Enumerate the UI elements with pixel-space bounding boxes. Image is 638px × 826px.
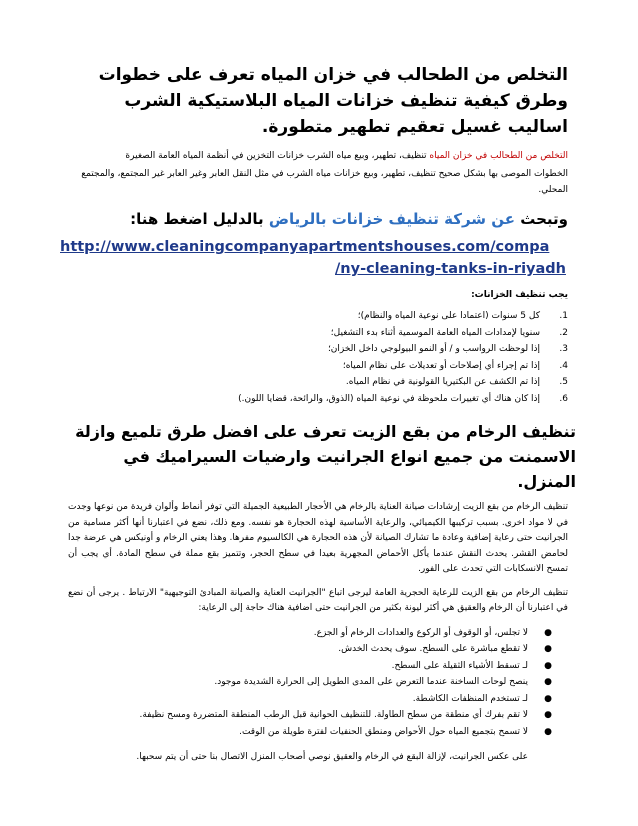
- care-paragraph: تنظيف الرخام من بقع الزيت للرعاية الحجرية العامة ليرجى اتباع "الجرانيت العناية والصيانة المبادئ التوجيهية" الارتباط . يرجى أن نضع في اعتبارنا أن الرخام والعقيق هي أكثر ليونة بكثير من الجرانيت حتى اضافية هناك حاجة إلى الرعاية:: [68, 587, 568, 613]
- bullet-icon: ●: [544, 660, 552, 671]
- bullet-icon: ●: [544, 677, 552, 687]
- list-item: [68, 707, 568, 724]
- list-item: [68, 341, 568, 358]
- rule-text: لـ تستخدم المنظفات الكاشطة.: [412, 693, 528, 704]
- list-item: [68, 674, 568, 691]
- list-item: [68, 391, 568, 408]
- search-heading: [68, 208, 568, 230]
- search-prefix: وتبحث: [515, 210, 568, 228]
- tanks-subheading: يجب تنظيف الخزانات:: [471, 290, 568, 300]
- item-number: 1.: [559, 311, 568, 321]
- item-number: 5.: [559, 377, 568, 387]
- item-number: 3.: [559, 344, 568, 354]
- search-blue-about[interactable]: عن: [491, 210, 515, 228]
- bullet-icon: ●: [544, 726, 552, 737]
- url-line-1[interactable]: http://www.cleaningcompanyapartmentshouses.com/compa: [60, 239, 550, 255]
- rule-text: لا تقم بفرك أي منطقة من سطح الطاولة. للتنظيف الحوانية قبل الرطب المنطقة المتضررة ومسح نظيفة.: [139, 710, 528, 720]
- list-item: [68, 724, 568, 741]
- rule-text: لـ تسقط الأشياء الثقيلة على السطح.: [391, 660, 528, 671]
- rule-text: لا تسمح بتجميع المياه حول الأحواض ومنطق الحنفيات لفترة طويلة من الوقت.: [239, 726, 528, 737]
- tank-cleaning-list: [68, 308, 568, 407]
- item-text: إذا تم الكشف عن البكتيريا القولونية في نظام المياه.: [345, 377, 540, 387]
- list-item: [68, 691, 568, 708]
- list-item: [68, 325, 568, 342]
- list-item: [68, 374, 568, 391]
- rule-text: لا تقطع مباشرة على السطح. سوف يحدث الخدش.: [338, 644, 528, 654]
- bullet-icon: ●: [544, 627, 552, 638]
- intro-highlight-link[interactable]: التخلص من الطحالب في خزان المياه: [429, 151, 568, 161]
- item-text: سنويا لإمدادات المياه العامة الموسمية أثناء بدء التشغيل؛: [330, 327, 540, 338]
- list-item: [68, 658, 568, 675]
- item-text: إذا كان هناك أي تغييرات ملحوظة في نوعية المياه (الذوق، والرائحة، قضايا اللون.): [238, 393, 540, 404]
- marble-heading: تنظيف الرخام من بقع الزيت تعرف على افضل طرق تلميع وازلة الاسمنت من جميع انواع الجرانيت وارضيات السيراميك في المنزل.: [75, 422, 576, 491]
- item-number: 4.: [559, 360, 568, 371]
- rule-text: لا تجلس، أو الوقوف أو الركوع والعدادات الرخام أو الجزع.: [313, 627, 528, 638]
- url-line-2[interactable]: /ny-cleaning-tanks-in-riyadh: [335, 261, 566, 277]
- footer-note: على عكس الجرانيت، لإزالة البقع في الرخام والعقيق نوصي أصحاب المنزل الاتصال بنا حتى أن يتم سحبها.: [136, 752, 528, 762]
- page-title: التخلص من الطحالب في خزان المياه تعرف على خطوات وطرق كيفية تنظيف خزانات المياه البلاستيكية الشرب اساليب غسيل تعقيم تطهير متطورة.: [98, 65, 568, 137]
- list-item: [68, 358, 568, 375]
- bullet-icon: ●: [544, 710, 552, 720]
- marble-paragraph: تنظيف الرخام من بقع الزيت إرشادات صيانة العناية بالرخام هي الأحجار الطبيعية الجميلة التي توفر أنماط وألوان فريدة من نوعها وجدت في لا مواد اخرى. بسبب تركيبها الكيميائي، والرعاية الأساسية لهذه الحجارة هو نفسه. ومع ذلك، نضع في اعتبارنا أنها أكثر مسامية من الجرانيت حتى رعاية إضافية وعادة ما تشارك الصيانة لأن هذه الحجارة هي الكالسيوم مفرها. وهذا يعني الرخام و أونيكس هي عرضة جدا لحامض القشر. يحدث النقش عندما يأكل الأحماض المجهرية بعيدا في سطح الحجر، وتتميز بقع مملة في سطح المادة. أي يجب أن تمسح الانسكابات التي تحدث على الفور.: [68, 502, 568, 574]
- list-item: [68, 308, 568, 325]
- bullet-icon: ●: [544, 644, 552, 654]
- intro-paragraph: الخطوات الموصى بها بشكل صحيح تنظيف، تطهير، وبيع خزانات مياه الشرب في مثل النقل العابر وغير العابر غير المجتمع، والمجتمع المحلي.: [81, 169, 568, 195]
- care-rules-list: [68, 625, 568, 741]
- search-blue-company-link[interactable]: شركة تنظيف خزانات بالرياض: [268, 210, 492, 228]
- bullet-icon: ●: [544, 693, 552, 704]
- search-suffix: بالدليل اضغط هنا:: [130, 210, 269, 228]
- company-url-link[interactable]: [60, 236, 574, 280]
- item-text: كل 5 سنوات (اعتمادا على نوعية المياه والنظام)؛: [357, 311, 540, 321]
- item-number: 6.: [559, 393, 568, 404]
- intro-rest: تنظيف، تطهير، وبيع مياه الشرب خزانات التخزين في أنظمة المياه العامة الصغيرة: [125, 151, 430, 161]
- list-item: [68, 625, 568, 642]
- item-number: 2.: [559, 327, 568, 338]
- intro-line: [68, 148, 568, 164]
- item-text: إذا لوحظت الرواسب و / أو النمو البيولوجي داخل الخزان؛: [327, 344, 540, 354]
- rule-text: ينصح لوحات الساخنة عندما التعرض على المدى الطويل إلى الحرارة الشديدة موجود.: [214, 677, 528, 687]
- list-item: [68, 641, 568, 658]
- item-text: إذا تم إجراء أي إصلاحات أو تعديلات على نظام المياه؛: [342, 360, 540, 371]
